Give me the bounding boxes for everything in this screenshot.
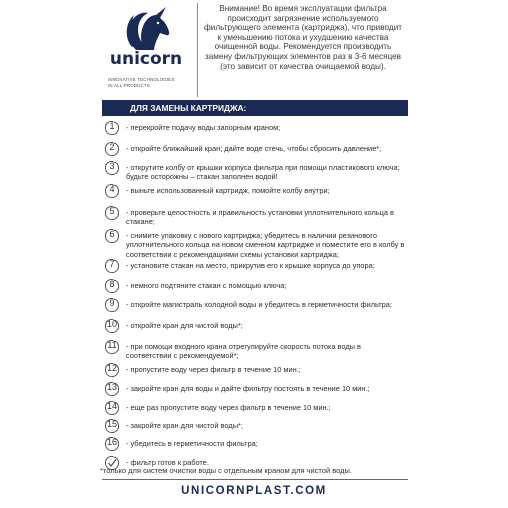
step-number: 7 [109,259,115,269]
step-number-badge [104,205,120,221]
step-number-badge [104,381,120,397]
step-number: 13 [106,382,117,392]
step-number: 2 [109,142,115,152]
step-text: - проверьте целостность и правильность установки уплотнительного кольца в стакане; [126,208,394,227]
step-text: - убедитесь в герметичности фильтра; [126,439,258,448]
step-text: - снимите упаковку с нового картриджа; убедитесь в наличии резинового уплотнительного кольца на новом сменном картридже и поместите его в колбу в соответствии с рекомендациями схемы установки картриджа; [126,231,405,259]
footnote: *только для систем очистки воды с отдельным краном для чистой воды. [100,466,352,475]
step-text: - закройте кран для чистой воды*; [126,421,243,430]
step-text: - откройте ближайший кран; дайте воде стечь, чтобы сбросить давление*; [126,144,382,153]
warning-text: Внимание! Во время эксплуатации фильтра происходит загрязнение используемого фильтрующего элемента (картриджа), что приводит к уменьшению потока и ухудшению качества очищенной воды. Рекомендуется производить замену фильтрующих элементов раз в 3-6 месяцев (это зависит от качества очищаемой воды). [204,4,402,71]
step-text: - фильтр готов к работе. [126,458,209,467]
section-title: ДЛЯ ЗАМЕНЫ КАРТРИДЖА: [102,100,408,116]
step-number: 11 [107,340,117,350]
step-number-badge [104,436,120,452]
step-number-badge [104,183,120,199]
step-text: - закройте кран для воды и дайте фильтру постоять в течение 10 мин.; [126,384,370,393]
step-number: 6 [109,229,115,239]
step-text: - установите стакан на место, прикрутив его к крышке корпуса до упора; [126,261,375,270]
unicorn-head-icon [122,6,174,52]
header-divider [197,3,198,97]
step-text: - перекройте подачу воды запорным краном; [126,123,281,132]
step-number: 12 [106,363,117,373]
step-number: 1 [109,121,115,131]
step-number: 3 [109,161,115,171]
step-text: - откройте кран для чистой воды*; [126,321,243,330]
step-number: 16 [106,437,117,447]
header [0,0,508,100]
footer-divider [102,479,408,480]
step-number-badge [104,339,120,355]
step-number: 9 [109,298,115,308]
step-number: 14 [106,401,117,411]
step-text: - немного подтяните стакан с помощью ключа; [126,281,287,290]
brand-logo [96,6,196,98]
step-number: 4 [109,184,115,194]
step-number-badge [104,141,120,157]
step-number: 5 [109,206,115,216]
step-text: - при помощи входного крана отрегулируйте скорость потока воды в соответствии с рекомендуемой*; [126,342,361,361]
brand-name: unicorn [109,49,183,69]
step-number-badge [104,228,120,244]
step-number-badge [104,400,120,416]
step-number-badge [104,160,120,176]
step-number-badge [104,258,120,274]
step-number-badge [104,120,120,136]
step-number: 10 [106,319,117,329]
step-number: 15 [106,419,117,429]
website-url: UNICORNPLAST.COM [181,485,327,497]
step-number-badge [104,418,120,434]
step-text: - еще раз пропустите воду через фильтр в течение 10 мин.; [126,403,331,412]
step-number-badge [104,318,120,334]
step-text: - выньте использованный картридж, помойте колбу внутри; [126,186,330,195]
step-number-badge [104,278,120,294]
step-text: - открутите колбу от крышки корпуса фильтра при помощи пластикового ключа; будьте осторожны – стакан заполнен водой! [126,163,400,182]
step-text: - откройте магистраль холодной воды и убедитесь в герметичности фильтра; [126,300,392,309]
step-text: - пропустите воду через фильтр в течение 10 мин.; [126,365,301,374]
brand-tagline: INNOVATIVE TECHNOLOGIES IN ALL PRODUCTS [108,77,175,88]
step-number-badge [104,362,120,378]
step-number: 8 [109,279,115,289]
step-number-badge [104,297,120,313]
